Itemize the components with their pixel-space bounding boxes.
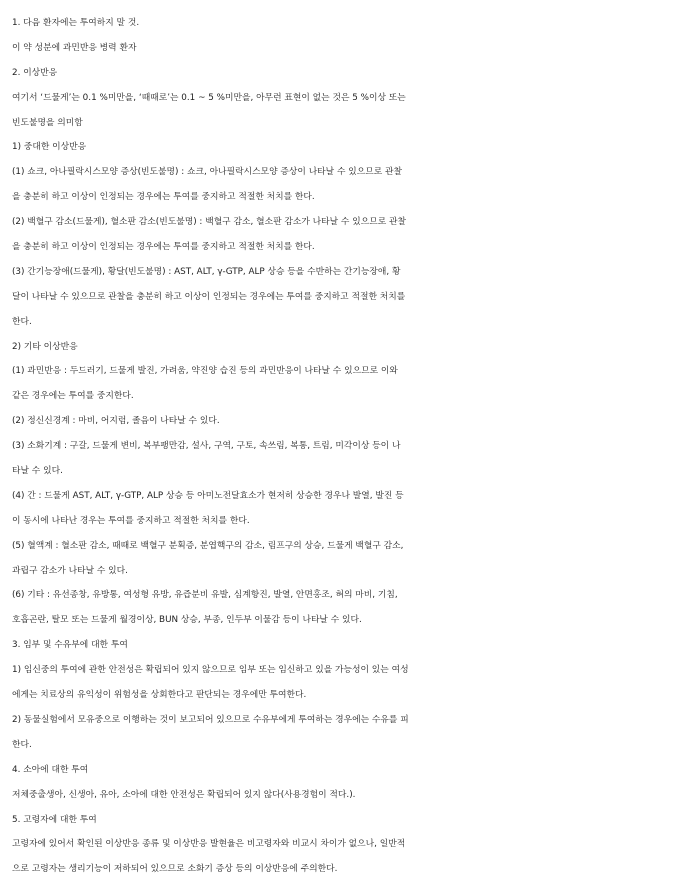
text-line: 에게는 치료상의 유익성이 위험성을 상회한다고 판단되는 경우에만 투여한다.	[12, 690, 307, 701]
text-line: 같은 경우에는 투여를 중지한다.	[12, 391, 134, 402]
section-heading-adverse-reactions: 2. 이상반응	[12, 67, 58, 78]
text-line: 타날 수 있다.	[12, 466, 63, 477]
text-line: 이 약 성분에 과민반응 병력 환자	[12, 42, 137, 53]
text-line: 고령자에 있어서 확인된 이상반응 종류 및 이상반응 발현율은 비고령자와 비교시 차이가 없으나, 일반적	[12, 839, 406, 850]
section-heading-elderly: 5. 고령자에 대한 투여	[12, 814, 97, 825]
text-line: (1) 쇼크, 아나필락시스모양 증상(빈도불명) : 쇼크, 아나필락시스모양 증상이 나타날 수 있으므로 관찰	[12, 167, 403, 178]
text-line: 을 충분히 하고 이상이 인정되는 경우에는 투여를 중지하고 적절한 처치를 한다.	[12, 242, 315, 253]
text-line: (6) 기타 : 유선종창, 유방통, 여성형 유방, 유즙분비 유발, 심계항진, 발열, 안면홍조, 혀의 마비, 기침,	[12, 590, 398, 601]
text-line: 이 동시에 나타난 경우는 투여를 중지하고 적절한 처치를 한다.	[12, 515, 250, 526]
section-heading-pediatric: 4. 소아에 대한 투여	[12, 764, 89, 775]
text-line: 으로 고령자는 생리기능이 저하되어 있으므로 소화기 증상 등의 이상반응에 주의한다.	[12, 864, 338, 875]
text-line: 빈도불명을 의미함	[12, 117, 83, 128]
text-line: 과립구 감소가 나타날 수 있다.	[12, 565, 128, 576]
text-line: 을 충분히 하고 이상이 인정되는 경우에는 투여를 중지하고 적절한 처치를 한다.	[12, 192, 315, 203]
text-line: (5) 혈액계 : 혈소판 감소, 때때로 백혈구 분획증, 분엽핵구의 감소, 림프구의 상승, 드물게 백혈구 감소,	[12, 540, 404, 551]
text-line: 달이 나타날 수 있으므로 관찰을 충분히 하고 이상이 인정되는 경우에는 투여를 중지하고 적절한 처치를	[12, 291, 406, 302]
section-heading-contraindications: 1. 다음 환자에는 투여하지 말 것.	[12, 18, 140, 28]
text-line: (3) 소화기계 : 구갈, 드물게 변비, 복부팽만감, 설사, 구역, 구토, 속쓰림, 복통, 트림, 미각이상 등이 나	[12, 441, 401, 452]
text-line: 1) 임신중의 투여에 관한 안전성은 확립되어 있지 않으므로 임부 또는 임신하고 있을 가능성이 있는 여성	[12, 665, 409, 676]
text-line: 여기서 ‘드물게’는 0.1 %미만을, ‘때때로’는 0.1 ~ 5 %미만을, 아무런 표현이 없는 것은 5 %이상 또는	[12, 92, 406, 103]
text-line: 2) 동물실험에서 모유중으로 이행하는 것이 보고되어 있으므로 수유부에게 투여하는 경우에는 수유를 피	[12, 714, 409, 725]
text-line: 저체중출생아, 신생아, 유아, 소아에 대한 안전성은 확립되어 있지 않다(사용경험이 적다.).	[12, 789, 356, 800]
subsection-heading-other-reactions: 2) 기타 이상반응	[12, 341, 78, 352]
text-line: 한다.	[12, 739, 32, 750]
text-line: 호흡곤란, 탈모 또는 드물게 월경이상, BUN 상승, 부종, 인두부 이물감 등이 나타날 수 있다.	[12, 615, 362, 626]
text-line: (2) 정신신경계 : 마비, 어지럼, 졸음이 나타날 수 있다.	[12, 416, 220, 427]
section-heading-pregnancy: 3. 임부 및 수유부에 대한 투여	[12, 640, 128, 651]
text-line: (4) 간 : 드물게 AST, ALT, γ-GTP, ALP 상승 등 아미노전달효소가 현저히 상승한 경우나 발열, 발진 등	[12, 490, 404, 501]
text-line: (1) 과민반응 : 두드러기, 드물게 발진, 가려움, 약진양 습진 등의 과민반응이 나타날 수 있으므로 이와	[12, 366, 398, 377]
text-line: (3) 간기능장애(드물게), 황달(빈도불명) : AST, ALT, γ-GTP, ALP 상승 등을 수반하는 간기능장애, 황	[12, 266, 401, 277]
text-line: (2) 백혈구 감소(드물게), 혈소판 감소(빈도불명) : 백혈구 감소, 혈소판 감소가 나타날 수 있으므로 관찰	[12, 217, 407, 228]
subsection-heading-serious-reactions: 1) 중대한 이상반응	[12, 142, 87, 153]
text-line: 한다.	[12, 316, 32, 327]
